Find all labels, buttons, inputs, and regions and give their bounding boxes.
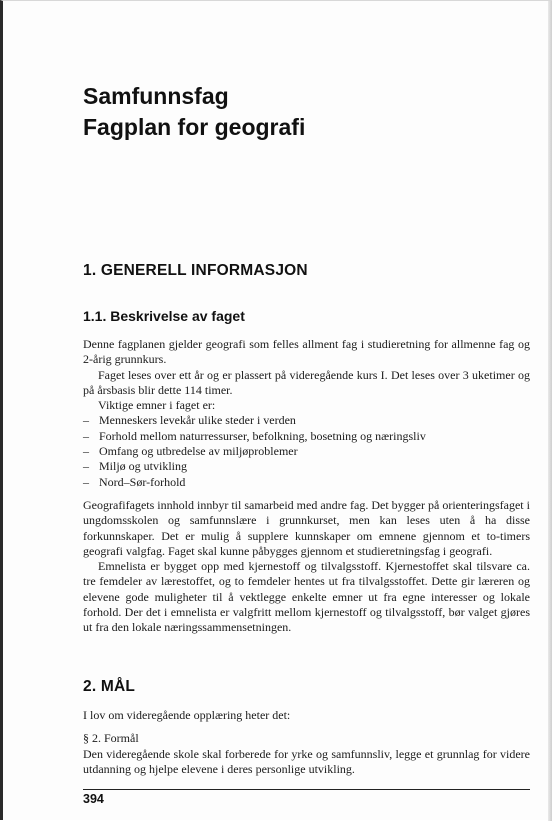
- page-title: [83, 81, 305, 143]
- title-line-1: Samfunnsfag: [83, 83, 229, 109]
- title-line-2: Fagplan for geografi: [83, 114, 306, 140]
- paragraph: Denne fagplanen gjelder geografi som felles allment fag i studieretning for allmenne fag og 2-årig grunnkurs.: [83, 337, 530, 367]
- subsection-heading-1-1: 1.1. Beskrivelse av faget: [83, 308, 245, 324]
- paragraph-label: § 2. Formål: [83, 731, 139, 746]
- paragraph: Geografifagets innhold innbyr til samarbeid med andre fag. Det bygger på orienteringsfaget i ungdomsskolen og samfunnslære i grunnkurset, men kan leses uten å ha disse forkunnskaper. Det er mulig å supplere kunnskaper om emnene gjennom et to-timers geografi valgfag. Faget skal kunne påbygges gjennom et studieretningsfag i geografi.: [83, 497, 530, 558]
- section-2-body: [83, 708, 530, 777]
- scan-edge: [548, 1, 552, 821]
- paragraph: Den videregående skole skal forberede for yrke og samfunnsliv, legge et grunnlag for videre utdanning og hjelpe elevene i deres personlige utvikling.: [83, 746, 530, 776]
- page-number: 394: [83, 792, 104, 806]
- list-item: – Nord–Sør-forhold: [83, 475, 530, 490]
- list-item: – Menneskers levekår ulike steder i verden: [83, 413, 530, 428]
- section-heading-1: 1. GENERELL INFORMASJON: [83, 262, 308, 279]
- topic-list: [83, 413, 530, 489]
- footer-rule: [83, 789, 530, 790]
- section-heading-2: 2. MÅL: [83, 678, 136, 695]
- paragraph: Emnelista er bygget opp med kjernestoff og tilvalgsstoff. Kjernestoffet skal tilsvare ca. tre femdeler av lærestoffet, og to femdeler hentes ut fra tilvalgsstoffet. Dette gir læreren og elevene gode muligheter til å vektlegge enkelte emner ut fra egne interesser og lokale forhold. Der det i emnelista er valgfritt mellom kjernestoff og tilvalgsstoff, bør valget gjøres ut fra den lokale næringssammensetningen.: [83, 559, 530, 635]
- list-item: – Forhold mellom naturressurser, befolkning, bosetning og næringsliv: [83, 429, 530, 444]
- paragraph: I lov om videregående opplæring heter det:: [83, 708, 291, 722]
- list-item: – Miljø og utvikling: [83, 459, 530, 474]
- paragraph: Faget leses over ett år og er plassert på videregående kurs I. Det leses over 3 uketimer og på årsbasis blir dette 114 timer.: [83, 367, 530, 397]
- section-1-body: [83, 337, 530, 636]
- list-item: – Omfang og utbredelse av miljøproblemer: [83, 444, 530, 459]
- paragraph: Viktige emner i faget er:: [98, 398, 216, 413]
